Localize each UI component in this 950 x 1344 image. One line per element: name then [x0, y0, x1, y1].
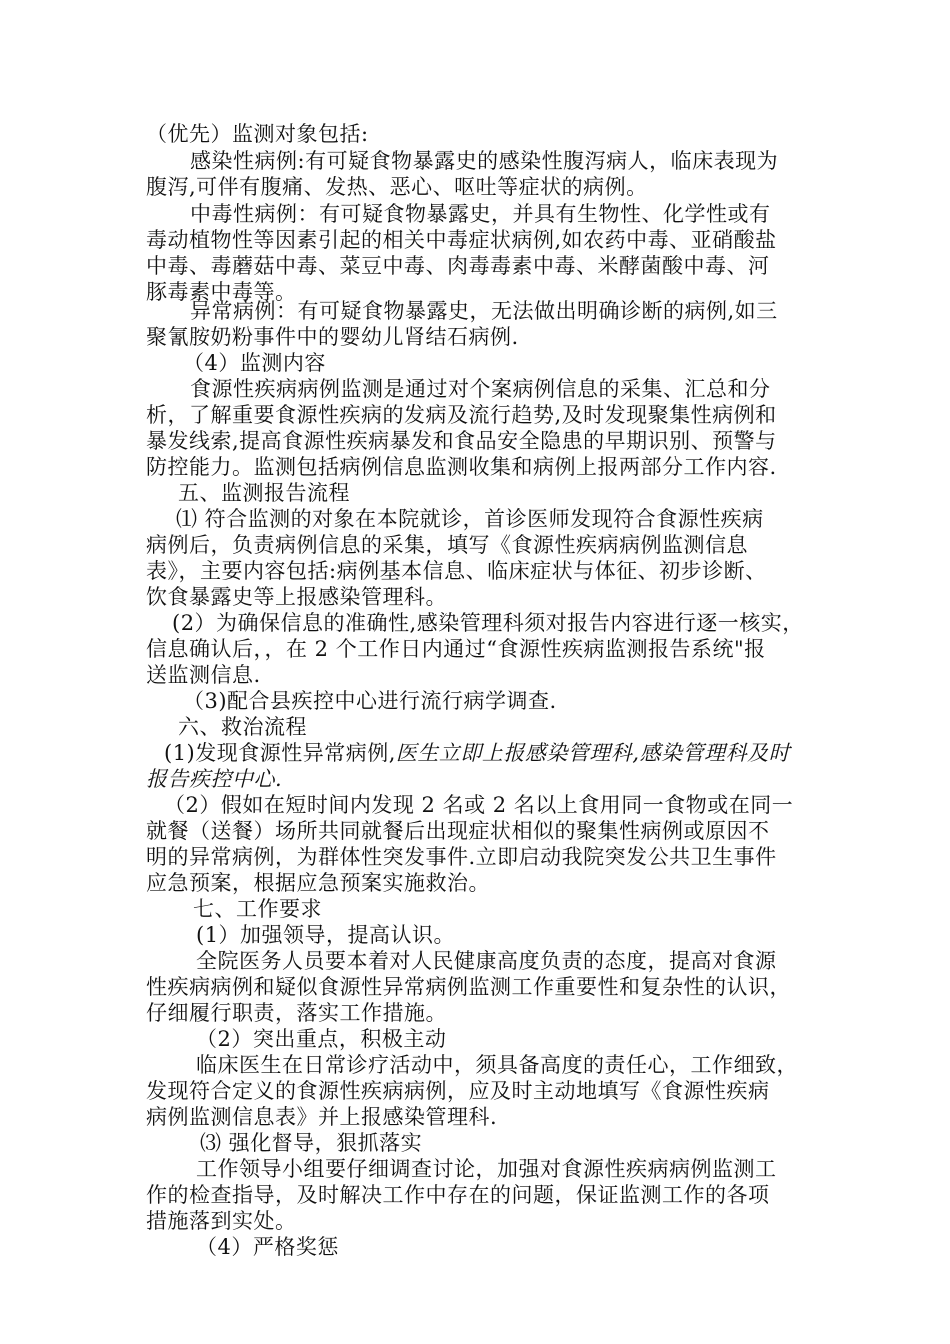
section-heading: （4）监测内容	[183, 351, 326, 375]
text-line: 表》，主要内容包括:病例基本信息、临床症状与体征、初步诊断、	[146, 559, 767, 583]
text-line: 病例后，负责病例信息的采集，填写《食源性疾病病例监测信息	[146, 533, 748, 557]
text-line: 饮食暴露史等上报感染管理科。	[146, 585, 447, 609]
text-line: 就餐（送餐）场所共同就餐后出现症状相似的聚集性病例或原因不	[146, 819, 770, 843]
text-line: （2）假如在短时间内发现 2 名或 2 名以上食用同一食物或在同一	[164, 793, 794, 817]
text-line: 暴发线索,提高食源性疾病暴发和食品安全隐患的早期识别、预警与	[146, 429, 777, 453]
text-line: （优先）监测对象包括:	[146, 122, 369, 146]
section-heading: 七、工作要求	[193, 897, 322, 921]
text-line: 作的检查指导，及时解决工作中存在的问题，保证监测工作的各项	[146, 1183, 770, 1207]
text-line: 豚毒素中毒等。	[146, 280, 297, 304]
section-heading: 五、监测报告流程	[178, 481, 350, 505]
text-line: ⑶ 强化督导，狠抓落实	[200, 1131, 423, 1155]
text-line: 中毒、毒蘑菇中毒、菜豆中毒、肉毒毒素中毒、米酵菌酸中毒、河	[146, 254, 770, 278]
text-line: 异常病例：有可疑食物暴露史，无法做出明确诊断的病例,如三	[190, 299, 778, 323]
text-line: (1）加强领导，提高认识。	[196, 923, 456, 947]
text-line: （3)配合县疾控中心进行流行病学调查.	[183, 689, 557, 713]
text-line: 食源性疾病病例监测是通过对个案病例信息的采集、汇总和分	[190, 377, 771, 401]
text-line: (2）为确保信息的准确性,感染管理科须对报告内容进行逐一核实，	[172, 611, 804, 635]
text-line: 仔细履行职责，落实工作措施。	[146, 1001, 447, 1025]
text-line: 全院医务人员要本着对人民健康高度负责的态度，提高对食源	[196, 949, 777, 973]
text-line: 措施落到实处。	[146, 1209, 297, 1233]
text-line: 感染性病例:有可疑食物暴露史的感染性腹泻病人，临床表现为	[190, 149, 779, 173]
text-line: 病例监测信息表》并上报感染管理科.	[146, 1105, 498, 1129]
text-line: 工作领导小组要仔细调查讨论，加强对食源性疾病病例监测工	[196, 1157, 777, 1181]
text-line: 中毒性病例：有可疑食物暴露史，并具有生物性、化学性或有	[190, 202, 771, 226]
text-line-italic: 医生立即上报感染管理科,感染管理科及时	[395, 741, 791, 765]
text-line: 性疾病病例和疑似食源性异常病例监测工作重要性和复杂性的认识，	[146, 975, 791, 999]
text-line: 毒动植物性等因素引起的相关中毒症状病例,如农药中毒、亚硝酸盐	[146, 228, 777, 252]
text-line	[164, 740, 790, 766]
text-line: 发现符合定义的食源性疾病病例，应及时主动地填写《食源性疾病	[146, 1079, 770, 1103]
text-line: 报告疾控中心.	[146, 767, 283, 791]
text-line: （4）严格奖惩	[196, 1235, 339, 1259]
text-line: 送监测信息.	[146, 663, 261, 687]
text-line: 临床医生在日常诊疗活动中，须具备高度的责任心，工作细致，	[196, 1053, 798, 1077]
text-line: 应急预案，根据应急预案实施救治。	[146, 871, 490, 895]
text-line-upright: (1)发现食源性异常病例,	[164, 741, 396, 765]
text-line: 腹泻,可伴有腹痛、发热、恶心、呕吐等症状的病例。	[146, 175, 648, 199]
text-line: 聚氰胺奶粉事件中的婴幼儿肾结石病例.	[146, 325, 519, 349]
text-line: ⑴ 符合监测的对象在本院就诊，首诊医师发现符合食源性疾病	[176, 507, 764, 531]
text-line: （2）突出重点，积极主动	[196, 1027, 447, 1051]
section-heading: 六、救治流程	[178, 715, 307, 739]
text-line: 信息确认后，，在 2 个工作日内通过“食源性疾病监测报告系统"报	[146, 637, 766, 661]
text-line: 防控能力。监测包括病例信息监测收集和病例上报两部分工作内容.	[146, 455, 777, 479]
text-line: 析，了解重要食源性疾病的发病及流行趋势,及时发现聚集性病例和	[146, 403, 777, 427]
text-line: 明的异常病例，为群体性突发事件.立即启动我院突发公共卫生事件	[146, 845, 777, 869]
